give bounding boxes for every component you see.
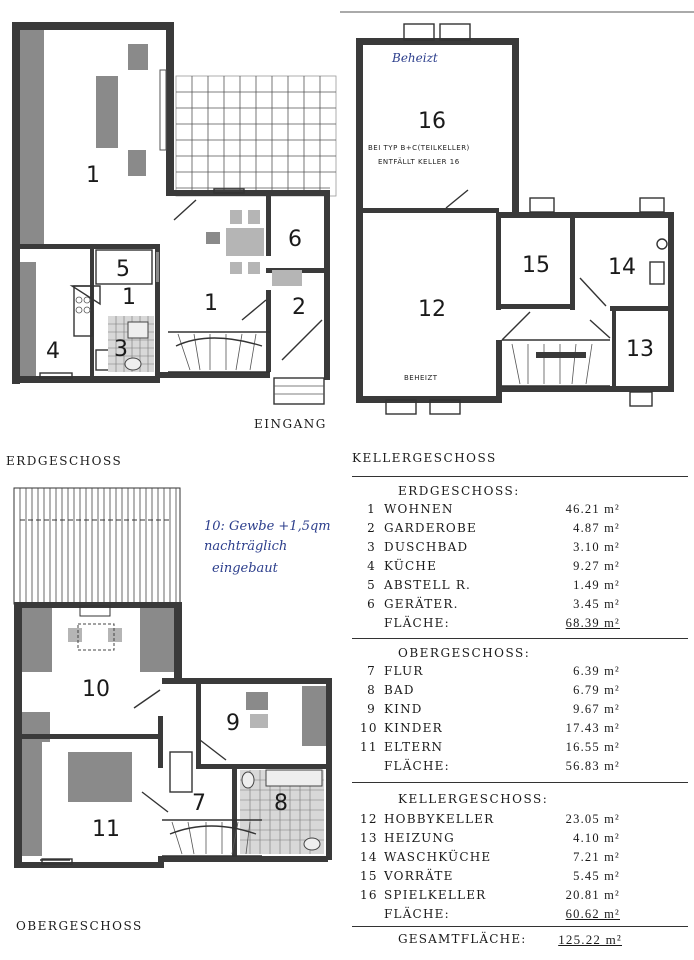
handnote-line2: nachträglich bbox=[204, 539, 288, 554]
eg-label-4: 4 bbox=[46, 339, 60, 364]
obergeschoss-plan bbox=[14, 488, 332, 868]
note-beheizt-top: Beheizt bbox=[392, 51, 438, 65]
note-bei-typ: BEI TYP B+C(TEILKELLER) bbox=[368, 144, 470, 152]
eg-label-wohnen: 1 bbox=[86, 163, 100, 188]
section-title-eg: ERDGESCHOSS: bbox=[398, 484, 520, 498]
kg-stairs bbox=[502, 340, 610, 386]
eg-stairs bbox=[168, 332, 270, 372]
eg-label-6: 6 bbox=[288, 227, 302, 252]
eg-label-1c: 1 bbox=[204, 291, 218, 316]
grand-total-label: GESAMTFLÄCHE: bbox=[398, 932, 527, 946]
section-title-og: OBERGESCHOSS: bbox=[398, 646, 531, 660]
entrance-steps bbox=[274, 378, 324, 404]
note-entfaellt: ENTFÄLLT KELLER 16 bbox=[378, 158, 460, 166]
caption-obergeschoss: OBERGESCHOSS bbox=[16, 919, 143, 933]
caption-kellergeschoss: KELLERGESCHOSS bbox=[352, 451, 497, 465]
eg-label-3: 3 bbox=[114, 337, 128, 362]
balcony-hatching bbox=[14, 488, 180, 604]
og-label-9: 9 bbox=[226, 711, 240, 736]
kg-label-12: 12 bbox=[418, 297, 446, 322]
table-rule bbox=[352, 926, 688, 927]
og-label-10: 10 bbox=[82, 677, 110, 702]
kellergeschoss-plan bbox=[340, 12, 694, 414]
terrace-tiles bbox=[176, 76, 336, 196]
eg-label-2: 2 bbox=[292, 295, 306, 320]
eg-label-5: 5 bbox=[116, 257, 130, 282]
og-label-8: 8 bbox=[274, 791, 288, 816]
eg-label-1b: 1 bbox=[122, 285, 136, 310]
note-beheizt-bottom: BEHEIZT bbox=[404, 374, 438, 382]
kg-label-15: 15 bbox=[522, 253, 550, 278]
og-label-7: 7 bbox=[192, 791, 206, 816]
kg-label-16: 16 bbox=[418, 109, 446, 134]
handnote-line1: 10: Gewbe +1,5qm bbox=[204, 519, 331, 534]
table-rule bbox=[352, 638, 688, 639]
og-label-11: 11 bbox=[92, 817, 120, 842]
erdgeschoss-plan bbox=[12, 22, 336, 404]
section-title-kg: KELLERGESCHOSS: bbox=[398, 792, 549, 806]
handnote-line3: eingebaut bbox=[212, 561, 278, 576]
caption-erdgeschoss: ERDGESCHOSS bbox=[6, 454, 123, 468]
grand-total-value: 125.22 m² bbox=[558, 932, 622, 947]
caption-eingang: EINGANG bbox=[254, 417, 327, 431]
table-rule bbox=[352, 782, 688, 783]
kg-label-14: 14 bbox=[608, 255, 636, 280]
kg-label-13: 13 bbox=[626, 337, 654, 362]
table-rule-top bbox=[352, 476, 688, 477]
